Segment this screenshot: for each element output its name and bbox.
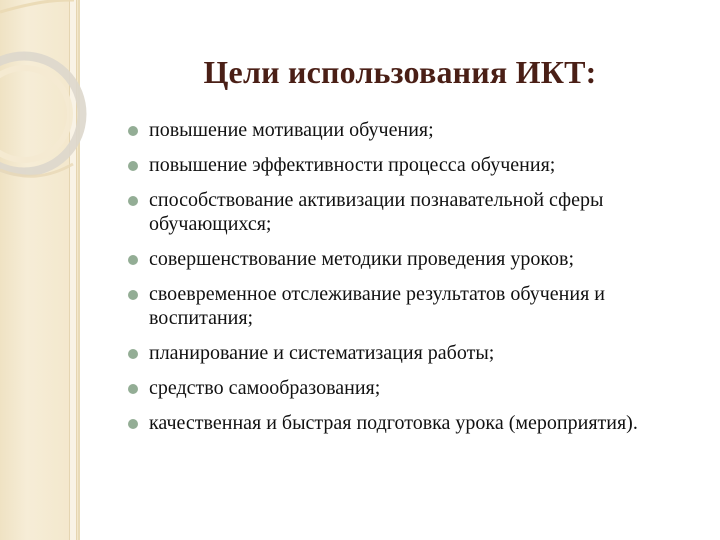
bullet-dot-icon [128, 384, 138, 394]
bullet-dot-icon [128, 161, 138, 171]
list-item-text: планирование и систематизация работы; [149, 342, 495, 364]
list-item-text: повышение мотивации обучения; [149, 119, 434, 141]
bullet-dot-icon [128, 290, 138, 300]
list-item [128, 341, 708, 365]
list-item [128, 247, 708, 271]
list-item-text: качественная и быстрая подготовка урока (мероприятия). [149, 412, 638, 434]
bullet-dot-icon [128, 196, 138, 206]
list-item-text: средство самообразования; [149, 377, 381, 399]
bullet-list [128, 118, 708, 446]
list-item-text: повышение эффективности процесса обучения; [149, 154, 556, 176]
list-item [128, 188, 708, 236]
list-item [128, 282, 708, 330]
list-item [128, 411, 708, 435]
bullet-dot-icon [128, 255, 138, 265]
list-item-text: своевременное отслеживание результатов обучения и воспитания; [149, 283, 605, 329]
list-item [128, 153, 708, 177]
page-title: Цели использования ИКТ: [203, 54, 597, 90]
list-item [128, 118, 708, 142]
bullet-dot-icon [128, 419, 138, 429]
list-item-text: совершенствование методики проведения уроков; [149, 248, 575, 270]
bullet-dot-icon [128, 349, 138, 359]
list-item-text: способствование активизации познавательной сферы обучающихся; [149, 189, 604, 235]
list-item [128, 376, 708, 400]
bullet-dot-icon [128, 126, 138, 136]
